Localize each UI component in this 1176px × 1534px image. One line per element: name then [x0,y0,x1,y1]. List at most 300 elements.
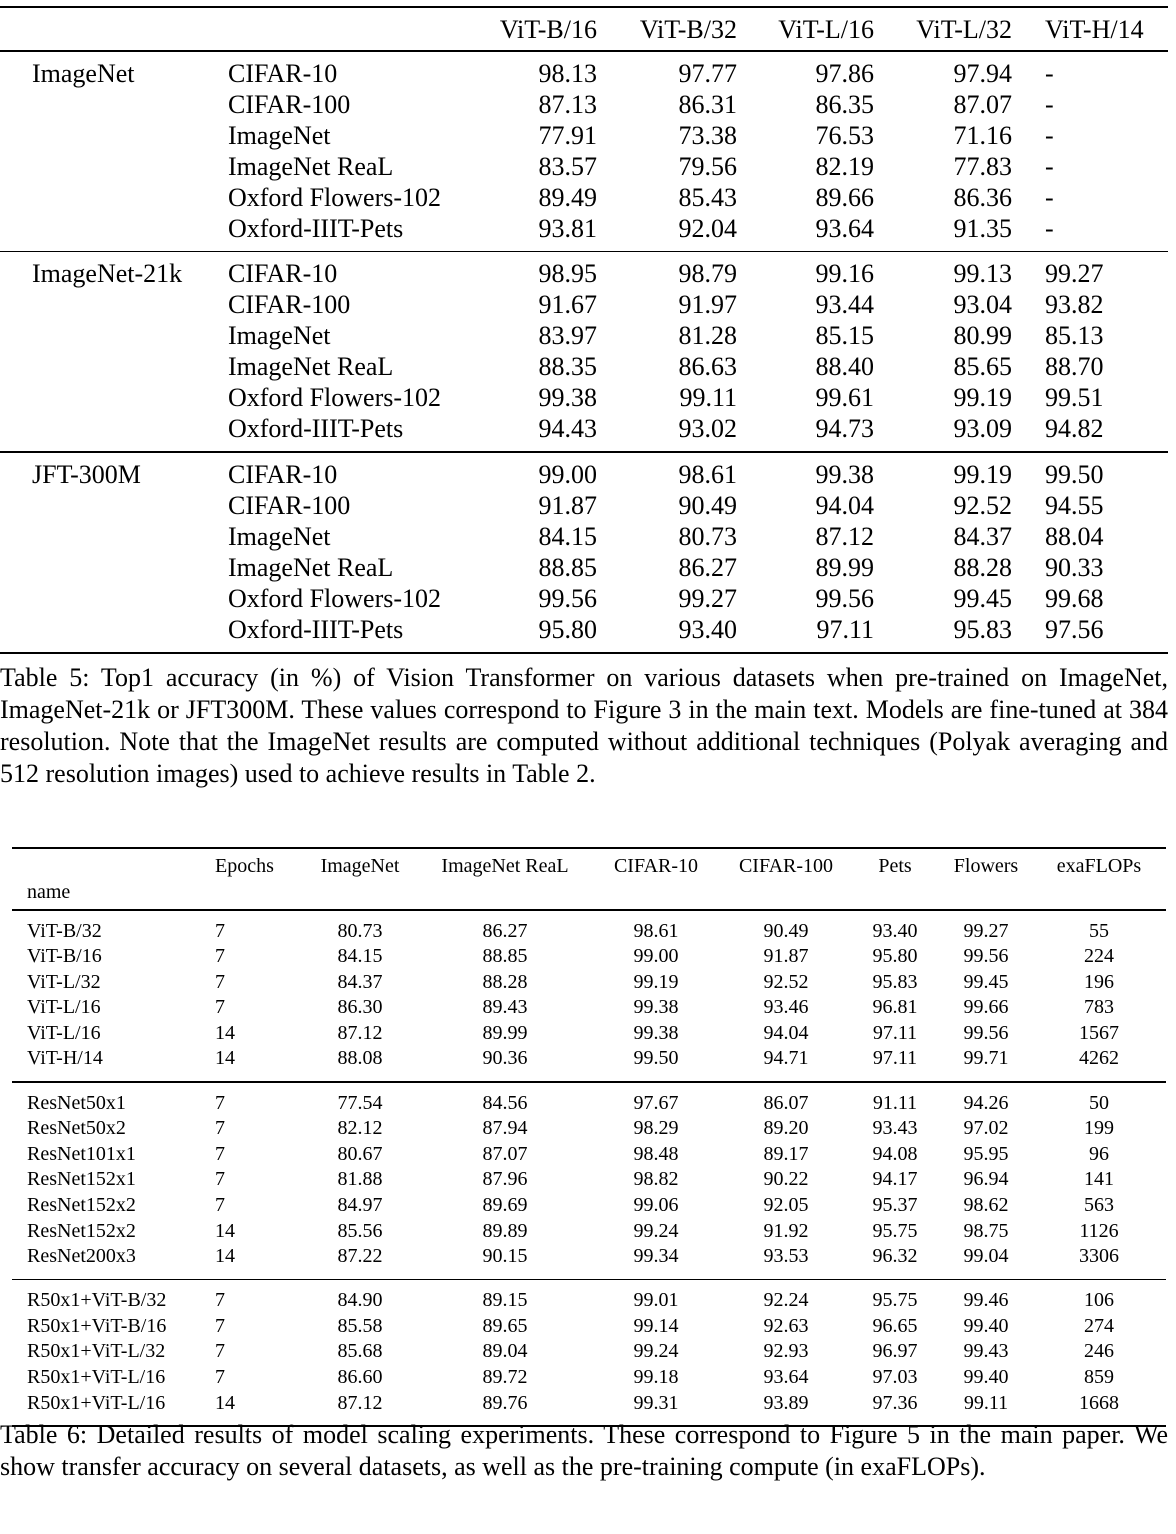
accuracy-cell: 86.27 [678,552,737,582]
target-dataset: ImageNet ReaL [228,552,394,582]
pretrain-dataset: JFT-300M [32,459,141,489]
value-cell: 84.97 [337,1193,383,1216]
value-cell: 89.04 [482,1340,528,1363]
value-cell: 94.04 [763,1021,809,1044]
column-header: ViT-B/16 [499,15,597,44]
accuracy-cell: 97.77 [678,58,737,88]
target-dataset: CIFAR-10 [228,259,338,288]
group-rule [0,652,1168,654]
value-cell: 89.72 [482,1366,528,1388]
value-cell: 93.40 [872,919,918,942]
value-cell: 7 [215,1366,225,1388]
model-name: ViT-B/32 [27,919,102,942]
accuracy-cell: 85.43 [678,182,737,212]
table6-group [12,911,1166,1082]
table-row [12,944,1166,970]
value-cell: 93.89 [763,1391,809,1414]
value-cell: 106 [1084,1289,1114,1312]
value-cell: 97.03 [872,1366,918,1388]
accuracy-cell: 98.13 [538,58,597,88]
value-cell: 14 [215,1219,235,1242]
value-cell: 86.60 [337,1366,383,1388]
table-row [12,1288,1166,1314]
value-cell: 90.15 [482,1245,528,1268]
table-row [0,583,1168,614]
accuracy-cell: 91.35 [953,213,1012,243]
table-row [12,1391,1166,1417]
accuracy-cell: - [1045,89,1054,119]
value-cell: 91.92 [763,1219,809,1242]
target-dataset: CIFAR-100 [228,290,351,319]
accuracy-cell: 88.85 [538,552,597,582]
value-cell: 99.24 [633,1219,679,1242]
accuracy-cell: 99.11 [679,383,737,412]
accuracy-cell: 99.16 [815,259,874,288]
accuracy-cell: 97.86 [815,58,874,88]
value-cell: 95.83 [872,970,918,993]
value-cell: 84.56 [482,1091,528,1114]
pretrain-dataset [0,413,228,444]
table-row [0,459,1168,490]
value-cell: 98.82 [633,1168,679,1191]
accuracy-cell: 99.19 [953,459,1012,489]
table-row [12,1021,1166,1047]
accuracy-cell: 94.04 [815,490,874,520]
value-cell: 99.56 [963,945,1009,968]
value-cell: 87.07 [482,1142,528,1165]
pretrain-dataset [0,151,228,182]
column-header: Epochs [215,855,274,877]
value-cell: 97.11 [872,1047,918,1070]
value-cell: 4262 [1079,1047,1119,1070]
accuracy-cell: 99.19 [953,383,1012,412]
column-header: exaFLOPs [1056,855,1142,877]
value-cell: 86.27 [482,919,528,942]
value-cell: 88.28 [482,970,528,993]
column-header: CIFAR-100 [738,855,834,877]
value-cell: 246 [1084,1340,1114,1363]
accuracy-cell: 99.00 [538,459,597,489]
column-header: ViT-B/32 [639,15,737,44]
table6-group [12,1280,1166,1425]
table-row [0,351,1168,382]
value-cell: 50 [1089,1091,1109,1114]
column-header: ViT-L/32 [916,15,1012,44]
accuracy-cell: 73.38 [678,120,737,150]
value-cell: 99.24 [633,1340,679,1363]
table-row [0,521,1168,552]
pretrain-dataset: ImageNet [32,58,135,88]
table5 [0,8,1168,654]
value-cell: 199 [1084,1117,1114,1140]
accuracy-cell: 81.28 [678,321,737,350]
accuracy-cell: 93.04 [953,290,1012,319]
column-header: ViT-H/14 [1045,15,1144,44]
accuracy-cell: 99.13 [953,259,1012,288]
accuracy-cell: 92.04 [678,213,737,243]
table-row [12,995,1166,1021]
table-row [0,120,1168,151]
value-cell: 99.46 [963,1289,1009,1312]
accuracy-cell: 88.28 [953,552,1012,582]
accuracy-cell: 93.44 [815,290,874,319]
value-cell: 99.45 [963,970,1009,993]
value-cell: 96 [1089,1142,1109,1165]
value-cell: 93.46 [763,996,809,1019]
accuracy-cell: 95.83 [953,614,1012,644]
accuracy-cell: 87.07 [953,89,1012,119]
accuracy-cell: 91.87 [538,490,597,520]
table6-caption: Table 6: Detailed results of model scaling experiments. These correspond to Figure 5 in the main paper. We show transfer accuracy on several datasets, as well as the pre-training compute (in exaFLOPs). [0,1420,1168,1481]
accuracy-cell: 91.67 [538,290,597,319]
value-cell: 90.36 [482,1047,528,1070]
table-row [0,413,1168,444]
accuracy-cell: 92.52 [953,490,1012,520]
table6-group [12,1083,1166,1279]
model-name: ViT-L/16 [27,1021,101,1044]
table5-caption: Table 5: Top1 accuracy (in %) of Vision Transformer on various datasets when pre-trained on ImageNet, ImageNet-21k or JFT300M. These values correspond to Figure 3 in the main text. Models are fine-tuned at 384 resolution. Note that the ImageNet results are computed without additional techniques (Polyak averaging and 512 resolution images) used to achieve results in Table 2. [0,663,1168,788]
target-dataset: Oxford-IIIT-Pets [228,414,404,443]
accuracy-cell: - [1045,213,1054,243]
value-cell: 91.11 [872,1091,918,1114]
value-cell: 94.26 [963,1091,1009,1114]
value-cell: 99.31 [633,1391,679,1414]
table-row [0,552,1168,583]
table5-header-row [0,8,1168,50]
accuracy-cell: 80.73 [678,521,737,551]
table-row [12,1091,1166,1117]
value-cell: 85.56 [337,1219,383,1242]
value-cell: 93.64 [763,1366,809,1388]
accuracy-cell: 93.81 [538,213,597,243]
column-header: ImageNet [320,855,400,877]
accuracy-cell: 83.57 [538,151,597,181]
accuracy-cell: 77.83 [953,151,1012,181]
value-cell: 93.53 [763,1245,809,1268]
value-cell: 81.88 [337,1168,383,1191]
table-row [0,614,1168,645]
value-cell: 95.80 [872,945,918,968]
value-cell: 1567 [1079,1021,1119,1044]
value-cell: 563 [1084,1193,1114,1216]
pretrain-dataset [0,213,228,244]
pretrain-dataset [0,583,228,614]
accuracy-cell: 88.40 [815,352,874,381]
value-cell: 77.54 [337,1091,383,1114]
accuracy-cell: 84.15 [538,521,597,551]
accuracy-cell: - [1045,182,1054,212]
value-cell: 88.85 [482,945,528,968]
pretrain-dataset [0,289,228,320]
accuracy-cell: 93.64 [815,213,874,243]
table-row [12,1365,1166,1391]
accuracy-cell: 89.49 [538,182,597,212]
accuracy-cell: 84.37 [953,521,1012,551]
table-row [0,490,1168,521]
value-cell: 96.81 [872,996,918,1019]
accuracy-cell: 93.40 [678,614,737,644]
value-cell: 274 [1084,1314,1114,1337]
model-name: ResNet152x2 [27,1193,136,1216]
table-row [12,1167,1166,1193]
value-cell: 99.18 [633,1366,679,1388]
accuracy-cell: 99.56 [815,583,874,613]
accuracy-cell: 87.12 [815,521,874,551]
value-cell: 7 [215,1289,225,1312]
table-row [12,1046,1166,1072]
target-dataset: CIFAR-100 [228,89,351,119]
table-row [12,1219,1166,1245]
table5-group [0,453,1168,652]
accuracy-cell: 97.56 [1045,614,1104,644]
table-row [0,89,1168,120]
model-name: ViT-L/16 [27,996,101,1019]
target-dataset: CIFAR-10 [228,58,338,88]
pretrain-dataset [0,490,228,521]
accuracy-cell: 99.38 [538,383,597,412]
model-name: ResNet200x3 [27,1245,136,1268]
value-cell: 96.94 [963,1168,1009,1191]
value-cell: 96.32 [872,1245,918,1268]
value-cell: 7 [215,970,225,993]
table-row [12,1116,1166,1142]
value-cell: 97.67 [633,1091,679,1114]
accuracy-cell: - [1045,151,1054,181]
accuracy-cell: 91.97 [678,290,737,319]
value-cell: 95.37 [872,1193,918,1216]
accuracy-cell: 88.35 [538,352,597,381]
pretrain-dataset [0,552,228,583]
value-cell: 99.66 [963,996,1009,1019]
accuracy-cell: 87.13 [538,89,597,119]
value-cell: 96.65 [872,1314,918,1337]
value-cell: 99.43 [963,1340,1009,1363]
value-cell: 96.97 [872,1340,918,1363]
value-cell: 84.90 [337,1289,383,1312]
value-cell: 80.67 [337,1142,383,1165]
accuracy-cell: 98.95 [538,259,597,288]
value-cell: 99.40 [963,1366,1009,1388]
pretrain-dataset [0,89,228,120]
value-cell: 99.00 [633,945,679,968]
value-cell: 97.11 [872,1021,918,1044]
value-cell: 89.17 [763,1142,809,1165]
pretrain-dataset [0,521,228,552]
accuracy-cell: 99.51 [1045,383,1104,412]
value-cell: 99.06 [633,1193,679,1216]
value-cell: 92.24 [763,1289,809,1312]
target-dataset: ImageNet [228,521,331,551]
accuracy-cell: 97.11 [816,614,874,644]
column-header: CIFAR-10 [613,855,699,877]
header-blank [0,8,228,52]
value-cell: 97.36 [872,1391,918,1414]
value-cell: 7 [215,945,225,968]
value-cell: 7 [215,1193,225,1216]
value-cell: 99.50 [633,1047,679,1070]
model-name: ViT-B/16 [27,945,102,968]
value-cell: 92.93 [763,1340,809,1363]
model-name: ViT-H/14 [27,1047,103,1070]
accuracy-cell: 88.70 [1045,352,1104,381]
value-cell: 859 [1084,1366,1114,1388]
accuracy-cell: 82.19 [815,151,874,181]
value-cell: 85.68 [337,1340,383,1363]
model-name: ResNet50x1 [27,1091,126,1114]
value-cell: 89.89 [482,1219,528,1242]
target-dataset: Oxford-IIIT-Pets [228,614,404,644]
pretrain-dataset [0,320,228,351]
value-cell: 7 [215,1091,225,1114]
value-cell: 80.73 [337,919,383,942]
header-blank [228,8,470,52]
value-cell: 99.11 [963,1391,1009,1414]
value-cell: 98.75 [963,1219,1009,1242]
value-cell: 98.29 [633,1117,679,1140]
table-row [12,919,1166,945]
value-cell: 99.71 [963,1047,1009,1070]
pretrain-dataset: ImageNet-21k [32,259,183,288]
value-cell: 783 [1084,996,1114,1019]
accuracy-cell: 93.02 [678,414,737,443]
target-dataset: ImageNet [228,321,331,350]
table6 [12,849,1166,1427]
accuracy-cell: 99.27 [678,583,737,613]
accuracy-cell: 99.56 [538,583,597,613]
accuracy-cell: 85.13 [1045,321,1104,350]
accuracy-cell: 88.04 [1045,521,1104,551]
value-cell: 88.08 [337,1047,383,1070]
model-name: R50x1+ViT-L/32 [27,1340,166,1363]
column-header: Flowers [953,855,1019,877]
value-cell: 95.95 [963,1142,1009,1165]
value-cell: 89.43 [482,996,528,1019]
table5-group [0,52,1168,251]
accuracy-cell: 85.15 [815,321,874,350]
value-cell: 94.08 [872,1142,918,1165]
accuracy-cell: 86.63 [678,352,737,381]
accuracy-cell: 98.61 [678,459,737,489]
table-row [0,320,1168,351]
accuracy-cell: 99.50 [1045,459,1104,489]
value-cell: 87.96 [482,1168,528,1191]
value-cell: 95.75 [872,1219,918,1242]
table-row [12,1142,1166,1168]
value-cell: 99.40 [963,1314,1009,1337]
accuracy-cell: 93.82 [1045,290,1104,319]
accuracy-cell: 80.99 [953,321,1012,350]
accuracy-cell: - [1045,120,1054,150]
accuracy-cell: 94.82 [1045,414,1104,443]
value-cell: 89.65 [482,1314,528,1337]
table5-group [0,252,1168,451]
value-cell: 7 [215,1314,225,1337]
pretrain-dataset [0,182,228,213]
accuracy-cell: 89.99 [815,552,874,582]
value-cell: 99.04 [963,1245,1009,1268]
value-cell: 98.61 [633,919,679,942]
value-cell: 94.17 [872,1168,918,1191]
accuracy-cell: 99.45 [953,583,1012,613]
value-cell: 84.15 [337,945,383,968]
table-row [0,151,1168,182]
value-cell: 94.71 [763,1047,809,1070]
value-cell: 87.94 [482,1117,528,1140]
target-dataset: Oxford Flowers-102 [228,182,442,212]
value-cell: 7 [215,1117,225,1140]
value-cell: 92.05 [763,1193,809,1216]
value-cell: 14 [215,1245,235,1268]
accuracy-cell: 95.80 [538,614,597,644]
accuracy-cell: - [1045,58,1054,88]
value-cell: 1126 [1079,1219,1119,1242]
value-cell: 95.75 [872,1289,918,1312]
model-name: ResNet50x2 [27,1117,126,1140]
pretrain-dataset [0,382,228,413]
target-dataset: CIFAR-100 [228,490,351,520]
value-cell: 89.76 [482,1391,528,1414]
value-cell: 86.30 [337,996,383,1019]
value-cell: 90.49 [763,919,809,942]
accuracy-cell: 99.27 [1045,259,1104,288]
index-label: name [27,881,71,903]
target-dataset: Oxford Flowers-102 [228,583,442,613]
value-cell: 99.56 [963,1021,1009,1044]
value-cell: 1668 [1079,1391,1119,1414]
model-name: R50x1+ViT-B/16 [27,1314,167,1337]
value-cell: 92.63 [763,1314,809,1337]
value-cell: 87.22 [337,1245,383,1268]
value-cell: 98.62 [963,1193,1009,1216]
value-cell: 99.27 [963,919,1009,942]
accuracy-cell: 76.53 [815,120,874,150]
value-cell: 86.07 [763,1091,809,1114]
value-cell: 99.19 [633,970,679,993]
value-cell: 224 [1084,945,1114,968]
accuracy-cell: 83.97 [538,321,597,350]
accuracy-cell: 90.49 [678,490,737,520]
value-cell: 99.38 [633,1021,679,1044]
table-row [0,182,1168,213]
table6-header-row [12,849,1166,909]
column-header: ViT-L/16 [778,15,874,44]
value-cell: 98.48 [633,1142,679,1165]
target-dataset: CIFAR-10 [228,459,338,489]
accuracy-cell: 77.91 [538,120,597,150]
value-cell: 82.12 [337,1117,383,1140]
target-dataset: Oxford-IIIT-Pets [228,213,404,243]
model-name: R50x1+ViT-L/16 [27,1366,166,1388]
model-name: ViT-L/32 [27,970,101,993]
value-cell: 99.34 [633,1245,679,1268]
accuracy-cell: 99.61 [815,383,874,412]
target-dataset: ImageNet ReaL [228,151,394,181]
value-cell: 55 [1089,919,1109,942]
table-row [12,1339,1166,1365]
table-row [0,382,1168,413]
accuracy-cell: 86.31 [678,89,737,119]
accuracy-cell: 79.56 [678,151,737,181]
value-cell: 196 [1084,970,1114,993]
value-cell: 89.69 [482,1193,528,1216]
column-header: ImageNet ReaL [441,855,569,877]
accuracy-cell: 89.66 [815,182,874,212]
pretrain-dataset [0,614,228,645]
value-cell: 92.52 [763,970,809,993]
accuracy-cell: 85.65 [953,352,1012,381]
value-cell: 85.58 [337,1314,383,1337]
pretrain-dataset [0,351,228,382]
